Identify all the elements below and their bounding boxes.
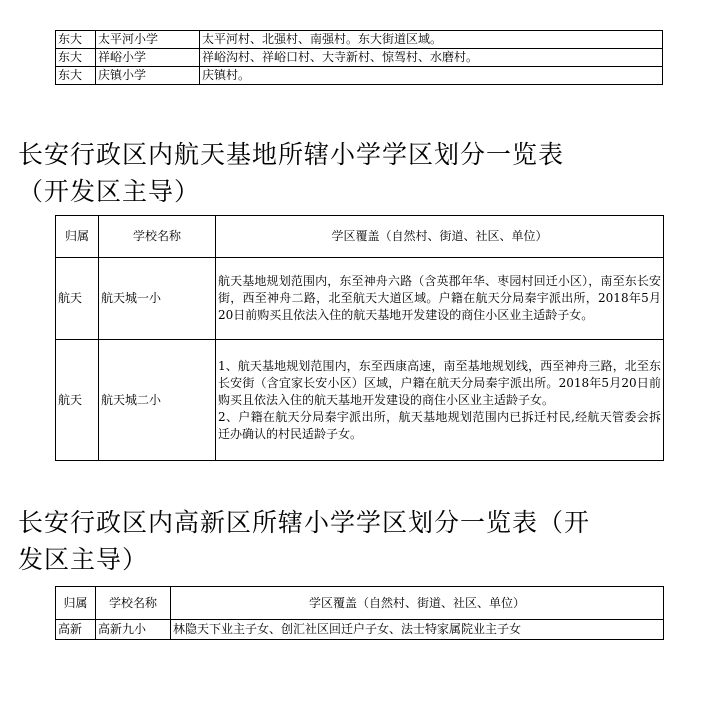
cell-area: 东大 [56,67,96,85]
table-row [56,258,664,340]
title-line: 发区主导） [18,545,149,574]
table-header-row [56,216,664,258]
cell-school: 高新九小 [96,620,171,640]
header-school: 学校名称 [96,587,171,620]
cell-school: 航天城二小 [99,340,216,461]
coverage-paragraph: 航天基地规划范围内，东至神舟六路（含英郡年华、枣园村回迁小区），南至东长安街，西至神舟二路，北至航天大道区域。户籍在航天分局秦宇派出所，2018年5月20日前购买且依法入住的航天基地开发建设的商住小区业主适龄子女。 [218,274,661,322]
coverage-paragraph: 1、航天基地规划范围内，东至西康高速，南至基地规划线，西至神舟三路，北至东长安街（含宜家长安小区）区域，户籍在航天分局秦宇派出所。2018年5月20日前购买且依法入住的航天基地开发建设的商住小区业主适龄子女。 [218,358,661,407]
coverage-paragraph: 2、户籍在航天分局秦宇派出所，航天基地规划范围内已拆迁村民,经航天管委会拆迁办确认的村民适龄子女。 [218,409,661,441]
table-dongda [55,30,663,85]
cell-area: 东大 [56,49,96,67]
cell-coverage: 太平河村、北强村、南强村。东大街道区域。 [200,31,663,49]
cell-area: 航天 [56,258,99,340]
table-header-row [56,587,664,620]
header-school: 学校名称 [99,216,216,258]
header-coverage: 学区覆盖（自然村、街道、社区、单位） [171,587,664,620]
cell-school: 航天城一小 [99,258,216,340]
cell-coverage [216,340,664,461]
table-row [56,31,663,49]
header-area: 归属 [56,216,99,258]
section-title-hightech [18,504,590,578]
title-line: （开发区主导） [18,177,201,206]
table-hightech [55,586,664,640]
header-coverage: 学区覆盖（自然村、街道、社区、单位） [216,216,664,258]
table-row [56,620,664,640]
cell-coverage: 林隐天下业主子女、创汇社区回迁户子女、法士特家属院业主子女 [171,620,664,640]
cell-area: 东大 [56,31,96,49]
cell-area: 高新 [56,620,96,640]
cell-school: 祥峪小学 [96,49,200,67]
cell-area: 航天 [56,340,99,461]
cell-school: 太平河小学 [96,31,200,49]
table-row [56,67,663,85]
section-title-aerospace [18,136,564,210]
table-row [56,340,664,461]
table-row [56,49,663,67]
cell-coverage: 庆镇村。 [200,67,663,85]
table-aerospace [55,215,664,461]
cell-school: 庆镇小学 [96,67,200,85]
cell-coverage [216,258,664,340]
cell-coverage: 祥峪沟村、祥峪口村、大寺新村、惊驾村、水磨村。 [200,49,663,67]
title-line: 长安行政区内航天基地所辖小学学区划分一览表 [18,140,565,169]
header-area: 归属 [56,587,96,620]
title-line: 长安行政区内高新区所辖小学学区划分一览表（开 [18,508,591,537]
